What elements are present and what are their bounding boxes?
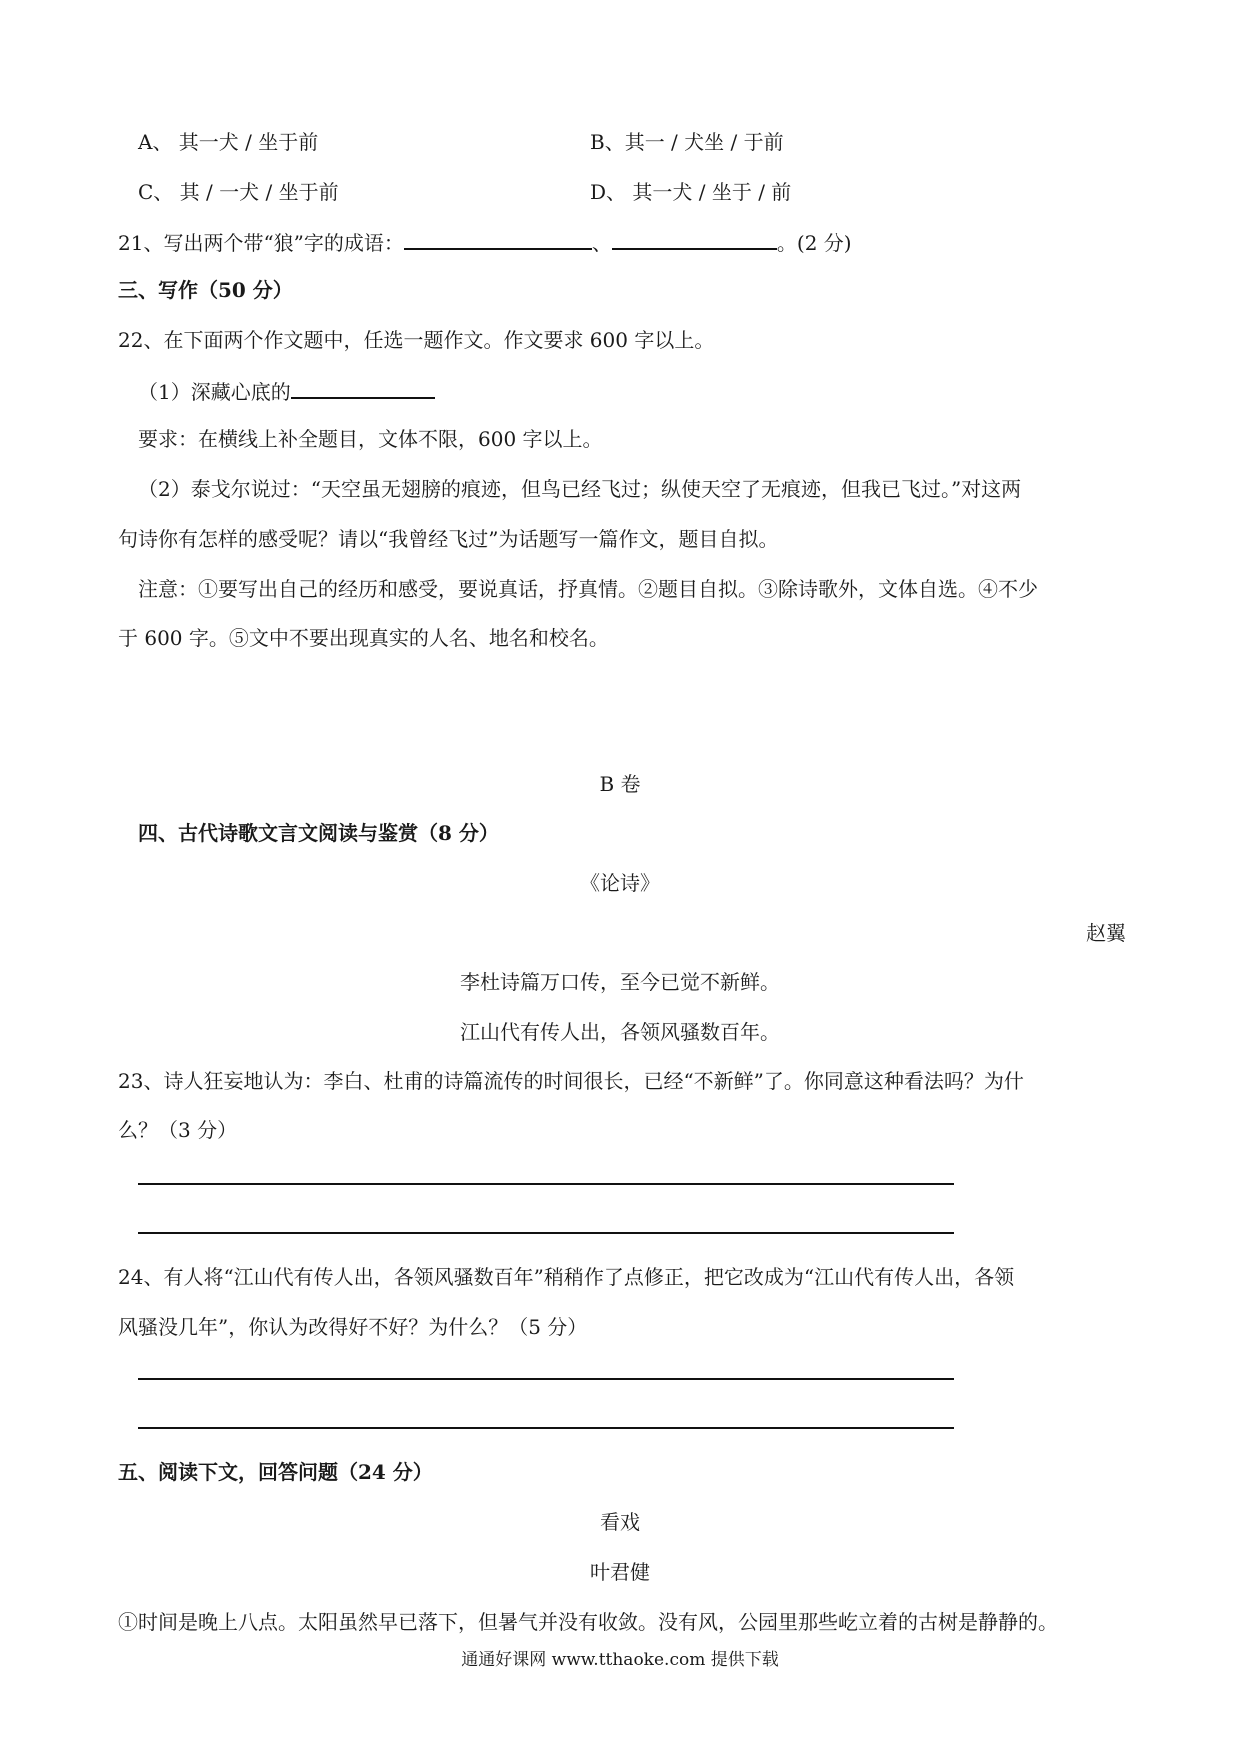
note-line-1: 注意：①要写出自己的经历和感受，要说真话，抒真情。②题目自拟。③除诗歌外，文体自选。④不少	[138, 577, 1038, 601]
page-footer: 通通好课网 www.tthaoke.com 提供下载	[461, 1650, 779, 1670]
question-24-line-1: 24、有人将“江山代有传人出，各领风骚数百年”稍稍作了点修正，把它改成为“江山代有传人出，各领	[118, 1265, 1015, 1289]
topic-2-line-2: 句诗你有怎样的感受呢？请以“我曾经飞过”为话题写一篇作文，题目自拟。	[118, 527, 779, 551]
question-24-line-2: 风骚没几年”，你认为改得好不好？为什么？（5 分）	[118, 1315, 588, 1339]
answer-line	[138, 1232, 954, 1234]
volume-b-title: B 卷	[599, 772, 641, 796]
question-21-text: 21、写出两个带“狼”字的成语：	[118, 231, 404, 255]
answer-line	[138, 1427, 954, 1429]
paragraph-1: ①时间是晚上八点。太阳虽然早已落下，但暑气并没有收敛。没有风，公园里那些屹立着的古树是静静的。	[118, 1610, 1058, 1634]
article-title: 看戏	[600, 1510, 640, 1534]
answer-blank-1	[404, 228, 592, 250]
topic-2-line-1: （2）泰戈尔说过：“天空虽无翅膀的痕迹，但鸟已经飞过；纵使天空了无痕迹，但我已飞过。”对这两	[138, 477, 1022, 501]
question-21-score: 。(2 分)	[776, 231, 852, 255]
answer-line	[138, 1183, 954, 1185]
question-21-separator: 、	[591, 231, 612, 255]
option-b: B、其一 / 犬坐 / 于前	[590, 130, 784, 154]
topic-1-blank	[291, 377, 435, 399]
note-line-2: 于 600 字。⑤文中不要出现真实的人名、地名和校名。	[118, 626, 609, 650]
poem-line-2: 江山代有传人出，各领风骚数百年。	[460, 1020, 780, 1044]
topic-1-text: （1）深藏心底的	[138, 380, 291, 404]
article-author: 叶君健	[590, 1560, 650, 1584]
section-4-heading: 四、古代诗歌文言文阅读与鉴赏（8 分）	[138, 821, 499, 845]
option-c: C、 其 / 一犬 / 坐于前	[138, 180, 339, 204]
poem-line-1: 李杜诗篇万口传，至今已觉不新鲜。	[460, 970, 780, 994]
option-d: D、 其一犬 / 坐于 / 前	[590, 180, 792, 204]
section-5-heading: 五、阅读下文，回答问题（24 分）	[118, 1460, 433, 1484]
question-21	[118, 228, 852, 256]
question-23-line-2: 么？（3 分）	[118, 1118, 238, 1142]
poem-title: 《论诗》	[580, 871, 660, 895]
topic-1	[138, 377, 435, 405]
answer-line	[138, 1378, 954, 1380]
poem-author: 赵翼	[1086, 921, 1126, 945]
answer-blank-2	[612, 228, 777, 250]
topic-1-requirement: 要求：在横线上补全题目，文体不限，600 字以上。	[138, 427, 603, 451]
question-23-line-1: 23、诗人狂妄地认为：李白、杜甫的诗篇流传的时间很长，已经“不新鲜”了。你同意这种看法吗？为什	[118, 1069, 1024, 1093]
option-a: A、 其一犬 / 坐于前	[138, 130, 319, 154]
section-3-heading: 三、写作（50 分）	[118, 278, 293, 302]
question-22: 22、在下面两个作文题中，任选一题作文。作文要求 600 字以上。	[118, 328, 715, 352]
